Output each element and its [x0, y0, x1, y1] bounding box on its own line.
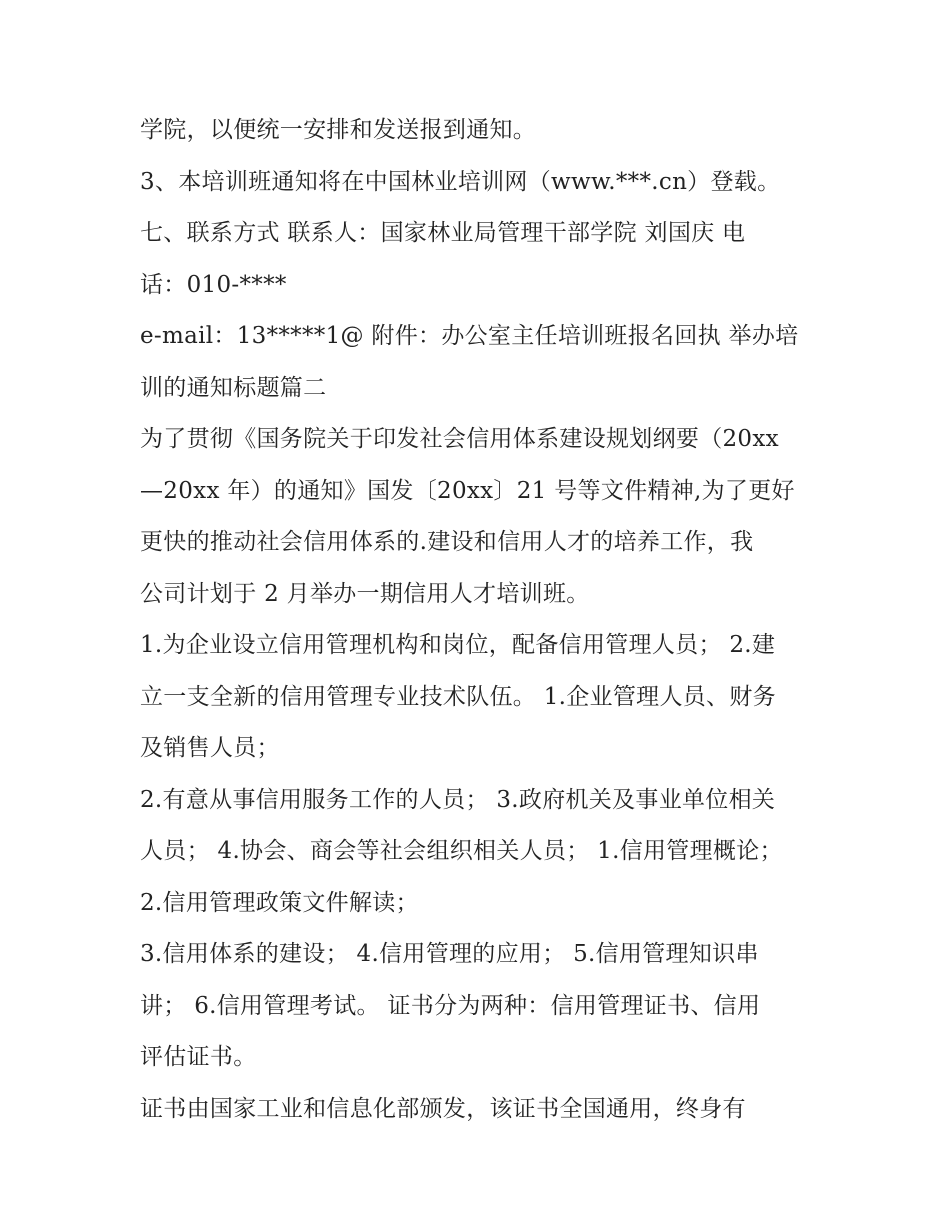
text-line: 2.有意从事信用服务工作的人员； 3.政府机关及事业单位相关	[140, 786, 776, 813]
text-line: 及销售人员；	[140, 735, 280, 761]
text-line: 评估证书。	[140, 1044, 257, 1070]
text-line: 人员； 4.协会、商会等社会组织相关人员； 1.信用管理概论；	[140, 838, 783, 864]
document-body	[140, 105, 820, 1135]
text-line: —20xx 年）的通知》国发〔20xx〕21 号等文件精神,为了更好	[140, 477, 795, 504]
text-line: 1.为企业设立信用管理机构和岗位，配备信用管理人员； 2.建	[140, 632, 776, 658]
text-line: e-mail：13*****1@ 附件：办公室主任培训班报名回执 举办培	[140, 323, 799, 349]
text-line: 话：010-****	[140, 271, 287, 298]
text-line: 训的通知标题篇二	[140, 374, 327, 401]
text-line: 学院，以便统一安排和发送报到通知。	[140, 117, 537, 143]
text-line: 更快的推动社会信用体系的.建设和信用人才的培养工作，我	[140, 529, 754, 555]
text-line: 为了贯彻《国务院关于印发社会信用体系建设规划纲要（20xx	[140, 426, 779, 452]
text-line: 3、本培训班通知将在中国林业培训网（www.***.cn）登载。	[140, 168, 781, 195]
text-line: 公司计划于 2 月举办一期信用人才培训班。	[140, 580, 590, 607]
text-line: 证书由国家工业和信息化部颁发，该证书全国通用，终身有	[140, 1095, 746, 1122]
text-line: 3.信用体系的建设； 4.信用管理的应用； 5.信用管理知识串	[140, 941, 759, 967]
text-line: 2.信用管理政策文件解读；	[140, 889, 419, 916]
text-line: 讲； 6.信用管理考试。 证书分为两种：信用管理证书、信用	[140, 992, 761, 1019]
text-line: 立一支全新的信用管理专业技术队伍。 1.企业管理人员、财务	[140, 683, 776, 710]
text-line: 七、联系方式 联系人：国家林业局管理干部学院 刘国庆 电	[140, 220, 746, 246]
